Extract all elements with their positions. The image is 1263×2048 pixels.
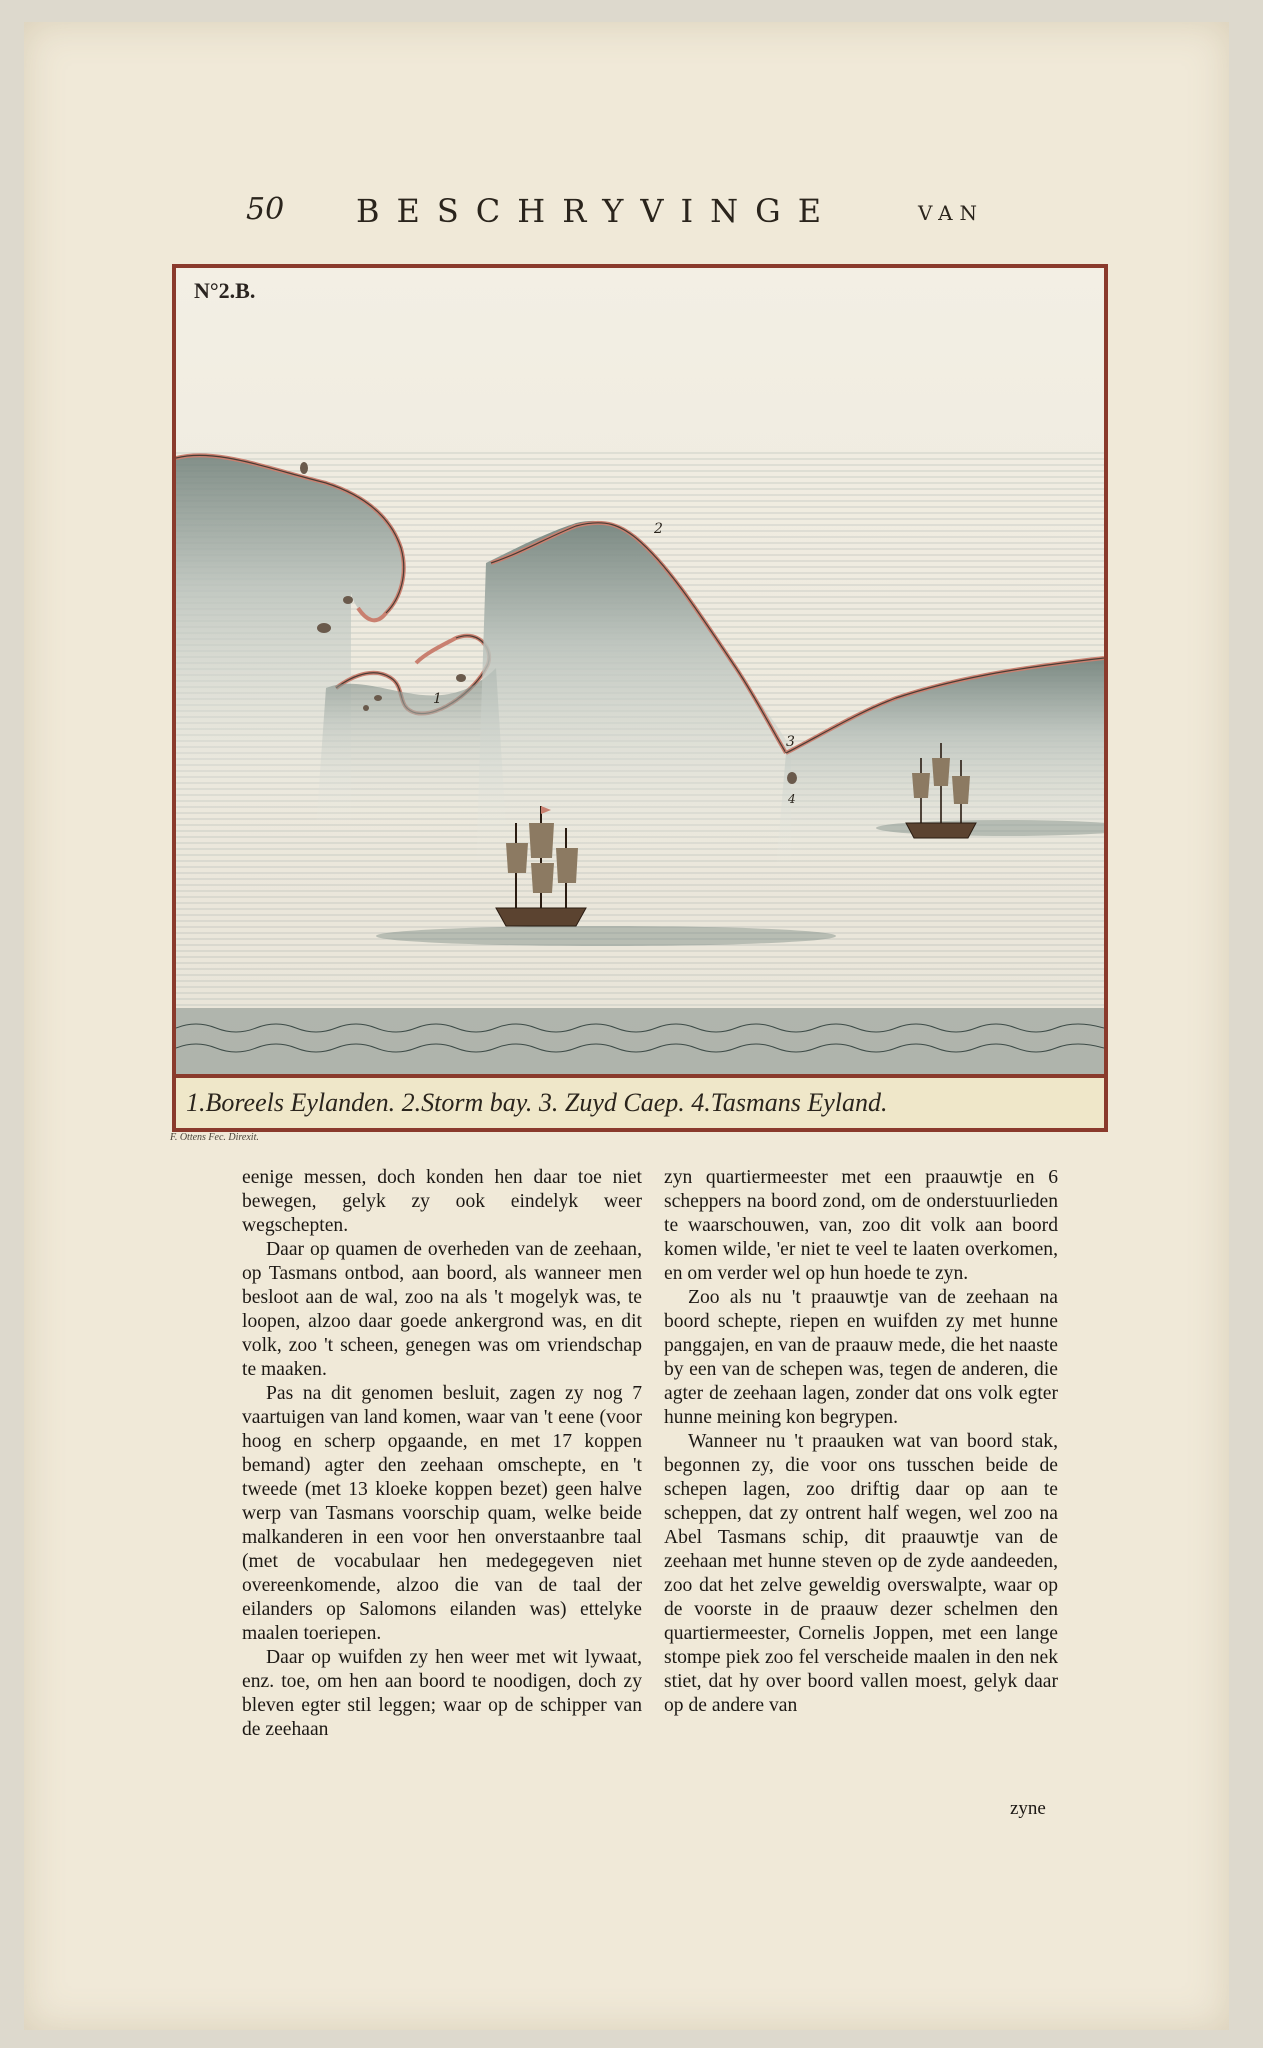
plate-legend: 1.Boreels Eylanden. 2.Storm bay. 3. Zuyd Caep. 4.Tasmans Eyland. xyxy=(176,1074,1104,1128)
paragraph: Pas na dit genomen besluit, zagen zy nog 7 vaartuigen van land komen, waar van 't eene (voor hoog en scherp opgaande, en met 17 koppen bemand) agter den zeehaan omschepte, en 't tweede (met 13 kloeke koppen bezet) geen halve werp van Tasmans voorschip quam, welke beide malkanderen in een voor hen onverstaanbre taal (met de vocabulaar hen medegegeven niet overeenkomende, alzoo die van de taal der eilanders op Salomons eilanden was) ettelyke maalen toeriepen. xyxy=(242,1383,642,1644)
islet xyxy=(374,695,382,701)
running-title-suffix: VAN xyxy=(918,201,985,225)
paragraph: zyn quartiermeester met een praauwtje en 6 scheppers na boord zond, om de onderstuurlieden te waarschouwen, van, zoo dit volk aan boord komen wilde, 'er niet te veel te laaten overkomen, en om verder wel op hun hoede te zyn. xyxy=(664,1167,1058,1284)
tasmans-island xyxy=(787,772,797,784)
map-label-2: 2 xyxy=(654,521,663,537)
plate-number: N°2.B. xyxy=(194,278,256,303)
islet xyxy=(317,623,331,633)
text-column-right xyxy=(664,1166,1058,1718)
islet xyxy=(363,705,369,711)
catchword: zyne xyxy=(1010,1798,1046,1819)
paragraph: Daar op quamen de overheden van de zeehaan, op Tasmans ontbod, aan boord, als wanneer men besloot aan de wal, zoo na als 't mogelyk was, te loopen, alzoo daar goede ankergrond was, en dit volk, zoo 't scheen, genegen was om vriendschap te maaken. xyxy=(242,1239,642,1380)
map-label-3: 3 xyxy=(786,734,795,750)
running-title: BESCHRYVINGE xyxy=(356,192,839,230)
islet xyxy=(300,462,308,474)
islet xyxy=(456,674,466,682)
engraving-plate xyxy=(172,264,1108,1132)
ship-shadow xyxy=(376,926,836,946)
paragraph: Zoo als nu 't praauwtje van de zeehaan na boord schepte, riepen en wuifden zy met hunne panggajen, en van de praauw mede, die het naaste by een van de schepen was, tegen de anderen, die agter de zeehaan lagen, zonder dat ons volk egter hunne meining kon begrypen. xyxy=(664,1287,1058,1428)
map-label-1: 1 xyxy=(433,691,442,707)
paragraph: eenige messen, doch konden hen daar toe niet bewegen, gelyk zy ook eindelyk weer wegschepten. xyxy=(242,1167,642,1236)
paragraph: Daar op wuifden zy hen weer met wit lywaat, enz. toe, om hen aan boord te noodigen, doch zy bleven egter stil leggen; waar op de schipper van de zeehaan xyxy=(242,1647,642,1740)
paragraph: Wanneer nu 't praauken wat van boord stak, begonnen zy, die voor ons tusschen beide de schepen lagen, zoo driftig daar op aan te scheppen, dat zy ontrent half wegen, wel zoo na Abel Tasmans schip, dit praauwtje van de zeehaan met hunne steven op de zyde aandeeden, zoo dat het zelve geweldig overswalpte, waar op de voorste in de praauw dezer schelmen den quartiermeester, Cornelis Joppen, met een lange stompe piek zoo fel verscheide maalen in den nek stiet, dat hy over boord vallen moest, gelyk daar op de andere van xyxy=(664,1431,1058,1716)
page-number: 50 xyxy=(246,192,285,227)
page-header xyxy=(246,192,1006,232)
coastal-view-illustration xyxy=(176,268,1104,1074)
text-column-left xyxy=(242,1166,642,1742)
foreground-waves xyxy=(176,1008,1104,1074)
islet xyxy=(343,596,353,604)
map-label-4: 4 xyxy=(788,792,796,806)
engraver-credit: F. Ottens Fec. Direxit. xyxy=(170,1132,259,1143)
